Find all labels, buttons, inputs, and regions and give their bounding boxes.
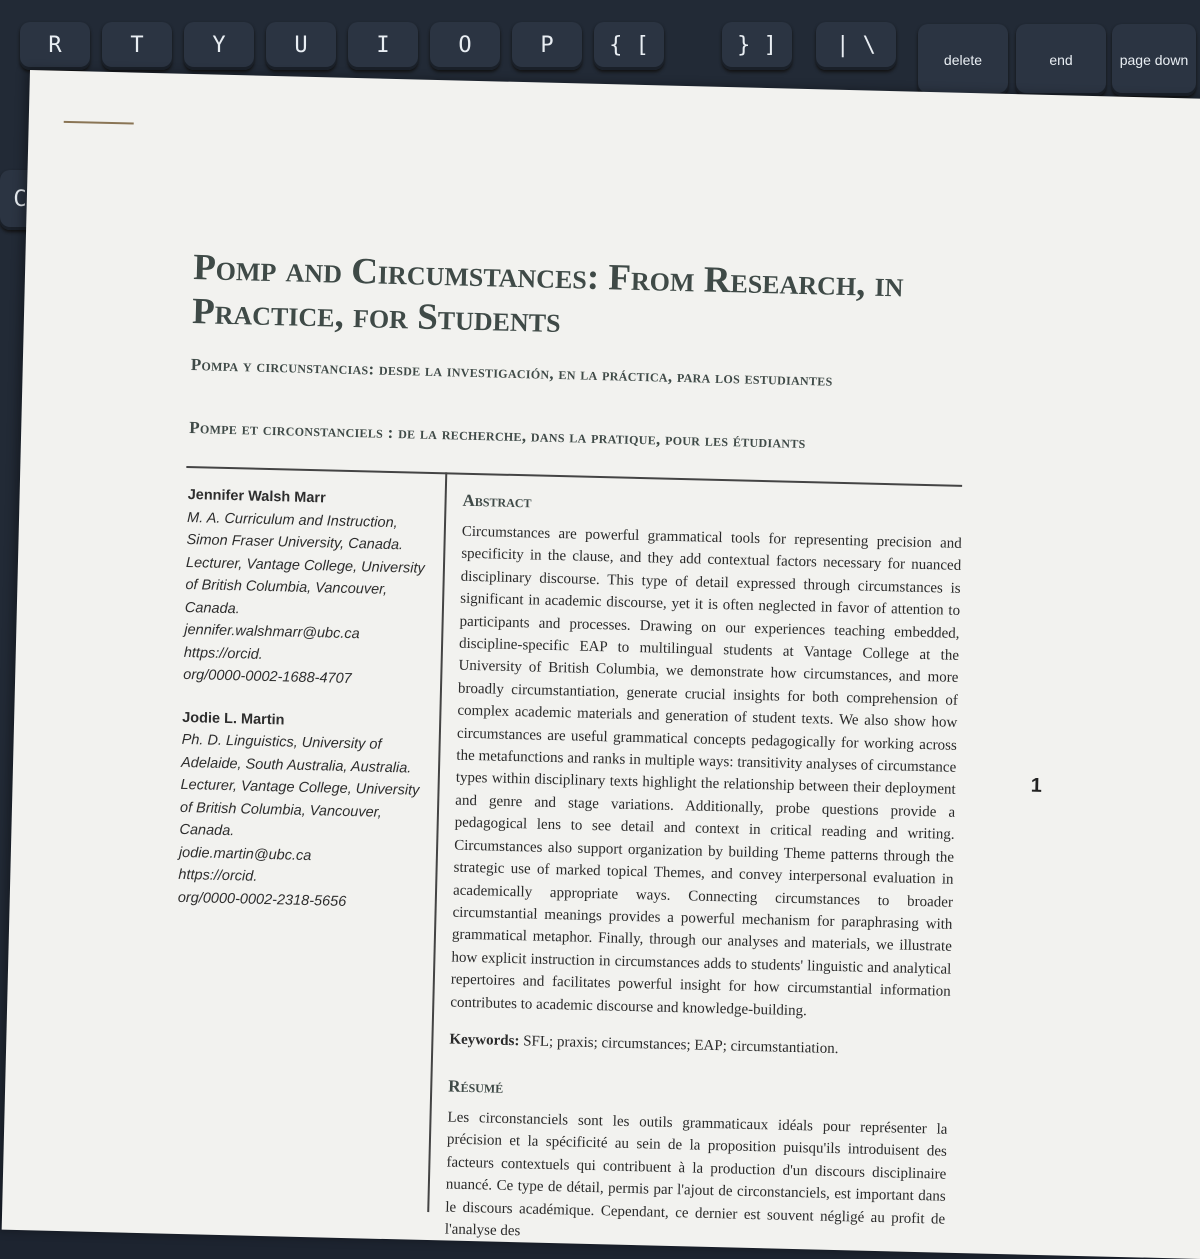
author-email[interactable]: jodie.martin@ubc.ca — [178, 844, 312, 864]
abstract-text: Circumstances are powerful grammatical tools for representing precision and specificity in the clause, and they add contextual factors necessary for nuanced disciplinary discourse. This type of detail expressed through circumstances is significant in academic discourse, yet it is often neglected in favor of attention to participants and processes. Drawing on our experiences teaching embedded, discipline-specific EAP to multilingual students at Vantage College at the University of British Columbia, we demonstrate how circumstances, and more broadly circumstantiation, generate crucial insights for both comprehension of complex academic materials and generation of student texts. We also show how circumstances are useful grammatical concepts pedagogically for working across the metafunctions and ranks in multiple ways: transitivity analyses of circumstance types within disciplinary texts highlight the relationship between their deployment and genre and stage variations. Additionally, probe questions provide a pedagogical lens to see detail and context in critical reading and writing. Circumstances also support organization by building Theme patterns through the strategic use of marked topical Themes, and convey interpersonal evaluation in academically appropriate ways. Connecting circumstances to broader circumstantial meanings provides a powerful mechanism for paraphrasing with grammatical metaphor. Finally, through our analyses and materials, we illustrate how explicit instruction in circumstances adds to students' linguistic and analytical repertoires and facilitates powerful insight for how circumstantial information contributes to academic discourse and knowledge-building. — [450, 523, 962, 1019]
resume-text: Les circonstanciels sont les outils grammaticaux idéals pour représenter la précision et la spécificité au sein de la proposition puisqu'ils introduisent des facteurs contextuels qui contribuent à la production d'un discours disciplinaire nuancé. Ce type de détail, permis par l'ajout de circonstanciels, est important dans le discours académique. Cependant, ce dernier est souvent négligé au profit de l'analyse des — [444, 1109, 948, 1240]
key-left-brace: { [ — [594, 22, 664, 70]
paper-title: Pomp and Circumstances: From Research, in Practice, for Students — [191, 247, 905, 342]
authors-column — [177, 484, 438, 935]
key-i: I — [348, 22, 418, 70]
key-right-brace: } ] — [722, 22, 792, 70]
horizontal-rule — [186, 466, 962, 487]
paper-sheet — [2, 70, 1200, 1259]
key-end: end — [1016, 24, 1106, 96]
subtitle-french: Pompe et circonstanciels : de la recherche, dans la pratique, pour les étudiants — [189, 418, 806, 453]
author-affiliation: Ph. D. Linguistics, University of Adelaide, South Australia, Australia. Lecturer, Vantage College, University of British Columbia, Vancouver, Canada. — [179, 731, 420, 840]
abstract-column — [445, 491, 963, 1253]
key-u: U — [266, 22, 336, 70]
subtitle-spanish: Pompa y circunstancias: desde la investigación, en la práctica, para los estudiantes — [190, 355, 833, 390]
author-name: Jennifer Walsh Marr — [187, 486, 326, 507]
key-r: R — [20, 22, 90, 70]
keywords-label: Keywords: — [449, 1031, 520, 1050]
abstract-heading: Abstract — [462, 490, 532, 512]
key-pipe: | \ — [816, 22, 896, 70]
key-o: O — [430, 22, 500, 70]
author-name: Jodie L. Martin — [182, 709, 285, 728]
author-orcid-link[interactable]: https://orcid. org/0000-0002-2318-5656 — [177, 866, 347, 910]
page-number: 1 — [1030, 774, 1043, 797]
keywords-text: SFL; praxis; circumstances; EAP; circumstantiation. — [522, 1033, 839, 1057]
keywords-line — [449, 1031, 949, 1060]
key-p: P — [512, 22, 582, 70]
key-c: C — [0, 170, 40, 230]
author-block — [183, 484, 438, 693]
key-t: T — [102, 22, 172, 70]
author-block — [178, 706, 433, 915]
key-y: Y — [184, 22, 254, 70]
key-delete: delete — [918, 24, 1008, 96]
author-affiliation: M. A. Curriculum and Instruction, Simon Fraser University, Canada. Lecturer, Vantage College, University of British Columbia, Vancouver, Canada. — [184, 509, 425, 617]
key-page-down: page down — [1112, 24, 1196, 96]
resume-heading: Résumé — [448, 1076, 504, 1097]
author-email[interactable]: jennifer.walshmarr@ubc.ca — [184, 621, 360, 643]
staple-mark — [64, 121, 134, 125]
author-orcid-link[interactable]: https://orcid. org/0000-0002-1688-4707 — [183, 644, 352, 688]
